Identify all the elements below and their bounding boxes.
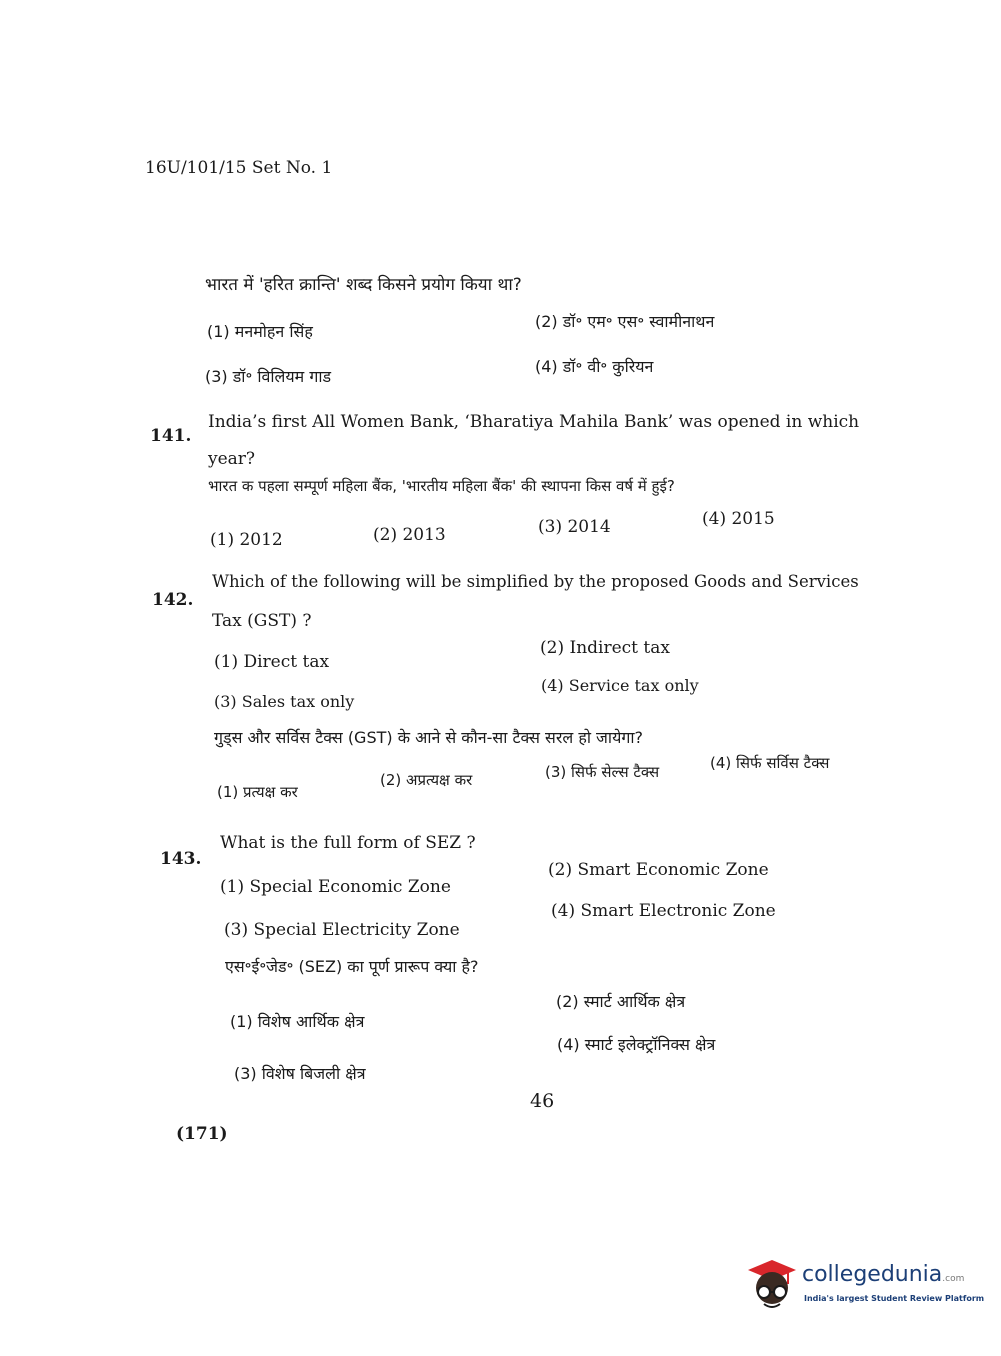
q143-number: 143.	[160, 849, 202, 869]
q141-hindi: भारत क पहला सम्पूर्ण महिला बैंक, 'भारतीय महिला बैंक' की स्थापना किस वर्ष में हुई?	[208, 477, 675, 495]
q141-option-1: (1) 2012	[210, 530, 283, 550]
q140-hindi: भारत में 'हरित क्रान्ति' शब्द किसने प्रयोग किया था?	[205, 275, 522, 295]
paper-code: (171)	[176, 1124, 228, 1144]
q143-hindi: एस॰ई॰जेड॰ (SEZ) का पूर्ण प्रारूप क्या है?	[225, 957, 479, 976]
q143-option-en-3: (3) Special Electricity Zone	[224, 920, 460, 940]
q142-option-en-3: (3) Sales tax only	[214, 692, 355, 711]
q142-number: 142.	[152, 590, 194, 610]
page-number: 46	[530, 1090, 555, 1112]
q141-option-2: (2) 2013	[373, 525, 446, 545]
q143-option-en-2: (2) Smart Economic Zone	[548, 860, 769, 880]
q141-number: 141.	[150, 426, 192, 446]
logo-tagline: India's largest Student Review Platform	[804, 1294, 985, 1303]
q140-option-2: (2) डॉ॰ एम॰ एस॰ स्वामीनाथन	[535, 312, 715, 331]
q142-option-hi-4: (4) सिर्फ सर्विस टैक्स	[710, 754, 830, 772]
set-header: 16U/101/15 Set No. 1	[145, 158, 333, 178]
q143-option-en-1: (1) Special Economic Zone	[220, 877, 451, 897]
q141-english-line1: India’s first All Women Bank, ‘Bharatiya Mahila Bank’ was opened in which	[208, 412, 860, 432]
student-mascot-icon	[742, 1252, 800, 1312]
q140-option-3: (3) डॉ॰ विलियम गाड	[205, 367, 332, 386]
q143-option-hi-2: (2) स्मार्ट आर्थिक क्षेत्र	[556, 992, 686, 1011]
q143-option-hi-3: (3) विशेष बिजली क्षेत्र	[234, 1064, 366, 1083]
q143-option-hi-4: (4) स्मार्ट इलेक्ट्रॉनिक्स क्षेत्र	[557, 1035, 716, 1054]
q142-option-en-4: (4) Service tax only	[541, 676, 699, 695]
collegedunia-logo	[742, 1252, 985, 1314]
q141-english-line2: year?	[208, 449, 256, 469]
q141-option-4: (4) 2015	[702, 509, 775, 529]
q140-option-4: (4) डॉ॰ वी॰ कुरियन	[535, 357, 654, 376]
q140-option-1: (1) मनमोहन सिंह	[207, 322, 313, 341]
q142-english-line1: Which of the following will be simplified by the proposed Goods and Services	[212, 572, 859, 591]
q142-option-en-1: (1) Direct tax	[214, 652, 330, 672]
q142-option-hi-1: (1) प्रत्यक्ष कर	[217, 783, 298, 801]
q142-english-line2: Tax (GST) ?	[212, 611, 312, 631]
logo-suffix: .com	[942, 1274, 965, 1284]
q143-english: What is the full form of SEZ ?	[220, 833, 476, 853]
q141-option-3: (3) 2014	[538, 517, 611, 537]
q143-option-en-4: (4) Smart Electronic Zone	[551, 901, 776, 921]
q142-hindi: गुड्स और सर्विस टैक्स (GST) के आने से कौन-सा टैक्स सरल हो जायेगा?	[214, 728, 643, 747]
q142-option-hi-3: (3) सिर्फ सेल्स टैक्स	[545, 763, 660, 781]
logo-name: collegedunia	[802, 1262, 943, 1287]
q142-option-en-2: (2) Indirect tax	[540, 638, 670, 658]
q142-option-hi-2: (2) अप्रत्यक्ष कर	[380, 771, 473, 789]
q143-option-hi-1: (1) विशेष आर्थिक क्षेत्र	[230, 1012, 365, 1031]
